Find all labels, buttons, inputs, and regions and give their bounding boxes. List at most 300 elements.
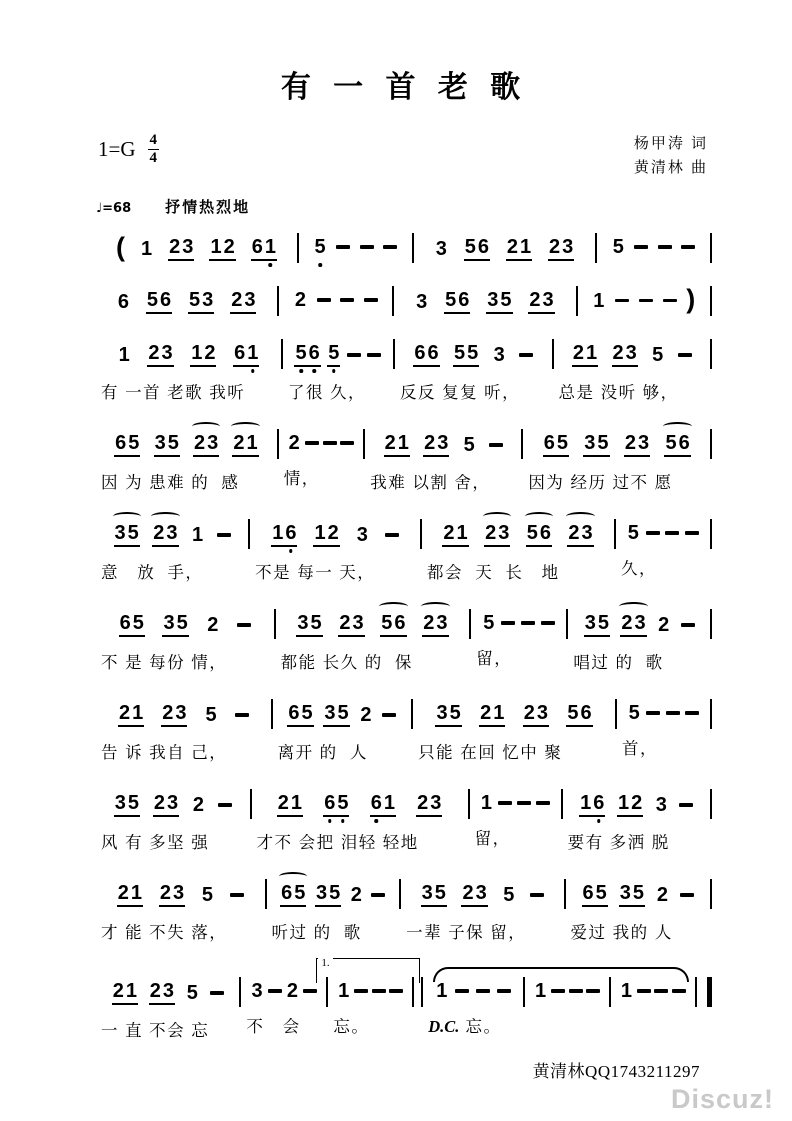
- duration-dash: [323, 441, 337, 445]
- lyric-text: 不 会: [246, 1018, 301, 1036]
- measure: [568, 599, 710, 673]
- duration-dash: [615, 299, 629, 303]
- notes-row: [282, 419, 360, 464]
- duration-dash: [305, 441, 319, 445]
- lyric-text: 要有 多洒 脱: [567, 834, 670, 852]
- lyric-text: 只能 在回 忆中 聚: [418, 744, 563, 762]
- duration-dash: [235, 713, 249, 717]
- duration-dash: [569, 989, 583, 993]
- note-token: 5 6: [664, 433, 690, 457]
- note-token: 2: [288, 432, 300, 454]
- note-token: 2 1: [572, 343, 598, 367]
- measure: [566, 869, 710, 943]
- tempo-mark: ♩=68: [96, 201, 132, 216]
- duration-dash: [317, 298, 331, 302]
- duration-dash: [530, 893, 544, 897]
- note-token: 6 5: [543, 433, 569, 457]
- lyric-text: 久，: [620, 560, 657, 578]
- note-token: 5: [186, 982, 198, 1004]
- notes-row: [368, 419, 518, 468]
- music-system: [96, 509, 712, 583]
- note-token: 3 5: [584, 613, 610, 637]
- duration-dash: [666, 711, 680, 715]
- barline: [710, 789, 712, 819]
- notes-row: [99, 869, 262, 918]
- duration-dash: [497, 989, 511, 993]
- barline: [710, 233, 712, 263]
- note-token: 1: [535, 980, 547, 1002]
- lyric-text: [614, 1013, 692, 1036]
- note-token: 2 3: [338, 613, 364, 637]
- note-token: 5: [463, 434, 475, 456]
- measure: [241, 967, 326, 1041]
- note-token: 5: [327, 343, 340, 367]
- barline: [710, 339, 712, 369]
- note-token: 5: [205, 704, 217, 726]
- composer-credit: 黄清林 曲: [633, 159, 708, 176]
- key-signature: [98, 132, 159, 166]
- note-token: 3 5: [114, 793, 140, 817]
- note-token: 3 5: [619, 883, 645, 907]
- measure: [597, 223, 710, 272]
- notes-row: [619, 509, 707, 554]
- notes-row: [286, 329, 390, 378]
- time-signature: [148, 132, 160, 166]
- notes-row: [426, 967, 520, 1012]
- notes-row: [255, 779, 465, 828]
- barline: [710, 429, 712, 459]
- lyric-text: 风 有 多坚 强: [101, 834, 210, 852]
- note-token: 1: [118, 344, 130, 366]
- note-token: 5 6: [380, 613, 406, 637]
- note-token: 2 3: [423, 433, 449, 457]
- note-token: 2 3: [620, 613, 646, 637]
- duration-dash: [385, 533, 399, 537]
- meter-denominator: 4: [149, 149, 158, 166]
- note-token: 5: [627, 522, 639, 544]
- lyric-text: 留，: [474, 830, 511, 848]
- note-token: 6 5: [280, 883, 306, 907]
- note-token: 2 3: [230, 290, 256, 314]
- duration-dash: [646, 711, 660, 715]
- measure: [401, 869, 563, 943]
- duration-dash: [521, 621, 535, 625]
- duration-dash: [367, 353, 381, 357]
- barline: [695, 977, 712, 1007]
- lyric-text: 情，: [283, 470, 320, 488]
- duration-dash: [336, 245, 350, 249]
- note-token: 2 1: [479, 703, 505, 727]
- notes-row: [279, 599, 467, 648]
- lyric-text: 不 是 每份 情，: [101, 654, 228, 672]
- duration-dash: [383, 245, 397, 249]
- duration-dash: [541, 621, 555, 625]
- duration-dash: [679, 803, 693, 807]
- duration-dash: [551, 989, 565, 993]
- measure: [523, 419, 710, 493]
- discuz-watermark: Discuz!: [670, 1084, 774, 1114]
- lyric-text: 因为 经历 过不 愿: [528, 474, 673, 492]
- measure: [395, 329, 552, 403]
- notes-row: [404, 869, 560, 918]
- notes-row: [99, 509, 245, 558]
- note-token: 3: [356, 524, 368, 546]
- note-token: 6 1: [233, 343, 259, 367]
- duration-dash: [389, 989, 403, 993]
- measure: [578, 276, 710, 325]
- note-token: 2: [192, 794, 204, 816]
- duration-dash: [536, 801, 550, 805]
- note-token: 1: [192, 524, 204, 546]
- measure: [96, 419, 277, 493]
- note-token: 2 3: [416, 793, 442, 817]
- note-token: 5 6: [146, 290, 172, 314]
- measure: [96, 276, 277, 325]
- note-token: 3 5: [154, 433, 180, 457]
- intro-paren: ): [686, 284, 696, 314]
- note-token: 6: [117, 291, 130, 313]
- note-token: 3 5: [486, 290, 512, 314]
- lyric-text: 了很 久，: [287, 384, 367, 402]
- duration-dash: [354, 989, 368, 993]
- measure: [299, 223, 412, 272]
- note-token: 2: [294, 289, 307, 311]
- duration-dash: [637, 989, 651, 993]
- note-token: 2 3: [484, 523, 510, 547]
- key-label: 1=G: [98, 136, 136, 161]
- note-token: 6 5: [287, 703, 313, 727]
- note-token: 2 3: [147, 343, 173, 367]
- music-system: [96, 869, 712, 943]
- note-token: 3 5: [162, 613, 188, 637]
- notes-row: [566, 779, 707, 828]
- measure: [96, 689, 271, 763]
- lyric-text: 爱过 我的 人: [570, 924, 673, 942]
- note-token: 1 2: [209, 237, 235, 261]
- duration-dash: [347, 353, 361, 357]
- measure: [96, 967, 239, 1041]
- lyric-text: 一 直 不会 忘: [101, 1022, 210, 1040]
- lyric-text: 都能 长久 的 保: [280, 654, 413, 672]
- note-token: 3 5: [296, 613, 322, 637]
- note-token: 2 3: [153, 793, 179, 817]
- music-system: [96, 689, 712, 763]
- measure: [321, 957, 412, 1041]
- notes-row: [244, 967, 323, 1012]
- notes-row: [416, 689, 612, 738]
- duration-dash: [230, 893, 244, 897]
- note-token: 5 6: [566, 703, 592, 727]
- measure: [96, 599, 274, 673]
- duration-dash: [639, 299, 653, 303]
- note-token: 3: [493, 344, 505, 366]
- dc-mark: D.C.: [428, 1017, 460, 1036]
- notes-row: [526, 419, 707, 468]
- duration-dash: [340, 441, 354, 445]
- note-token: 1: [338, 980, 350, 1002]
- intro-paren: (: [116, 232, 126, 263]
- note-token: 3 5: [583, 433, 609, 457]
- note-token: 2 3: [612, 343, 638, 367]
- note-token: 1 2: [617, 793, 643, 817]
- lyricist-credit: 杨甲涛 词: [633, 135, 708, 152]
- note-token: 1 6: [271, 523, 297, 547]
- duration-dash: [360, 245, 374, 249]
- music-system: [96, 599, 712, 673]
- measure: [96, 223, 297, 272]
- measure: [279, 276, 392, 325]
- notes-row: [571, 599, 707, 648]
- barline: [412, 977, 423, 1007]
- notes-row: [398, 329, 549, 378]
- duration-dash: [501, 621, 515, 625]
- notes-row: [270, 869, 397, 918]
- score: [96, 223, 712, 1041]
- duration-dash: [517, 801, 531, 805]
- lyric-text: 我难 以割 舍，: [370, 474, 491, 492]
- note-token: 3: [251, 980, 263, 1002]
- note-token: 5 6: [444, 290, 470, 314]
- note-token: 2 1: [506, 237, 532, 261]
- note-token: 1 6: [579, 793, 605, 817]
- notes-row: [99, 599, 271, 648]
- note-token: 2 3: [422, 613, 448, 637]
- note-token: 2: [658, 614, 670, 636]
- measure: [279, 419, 363, 493]
- notes-row: [302, 223, 409, 268]
- note-token: 2 3: [149, 981, 175, 1005]
- tempo-row: [96, 196, 712, 217]
- duration-dash: [680, 893, 694, 897]
- measure: [525, 967, 609, 1041]
- song-title: 有 一 首 老 歌: [280, 71, 528, 104]
- duration-dash: [685, 531, 699, 535]
- lyric-text: 告 诉 我自 己，: [101, 744, 228, 762]
- notes-row: [473, 779, 558, 824]
- note-token: 2: [286, 980, 299, 1002]
- note-token: 3 5: [315, 883, 341, 907]
- note-token: 6 1: [251, 237, 277, 261]
- notes-row: [253, 509, 417, 558]
- note-token: 6 6: [413, 343, 439, 367]
- volta-label: 1.: [318, 957, 332, 970]
- notes-row: [331, 967, 409, 1012]
- note-token: 1 2: [190, 343, 216, 367]
- lyric-text: 离开 的 人: [277, 744, 368, 762]
- measure: [471, 599, 566, 673]
- note-token: 5: [503, 884, 515, 906]
- lyric-text: 反反 复复 听，: [400, 384, 521, 402]
- duration-dash: [382, 713, 396, 717]
- credits-block: [634, 132, 712, 180]
- title-bar: [96, 0, 712, 106]
- duration-dash: [685, 711, 699, 715]
- note-token: 1: [480, 792, 492, 814]
- measure: [267, 869, 400, 943]
- note-token: 5 6: [294, 343, 320, 367]
- note-token: 3: [416, 291, 428, 313]
- lyric-text: [528, 1013, 606, 1036]
- note-token: 2: [350, 884, 362, 906]
- notes-row: [276, 689, 409, 738]
- duration-dash: [634, 245, 648, 249]
- notes-row: [425, 509, 611, 558]
- note-token: 2 3: [159, 883, 185, 907]
- notes-row: [569, 869, 707, 918]
- measure: [563, 779, 710, 853]
- measure: [96, 509, 248, 583]
- measure: [470, 779, 561, 853]
- barline: [710, 879, 712, 909]
- measure: [611, 967, 695, 1041]
- note-token: 2 1: [277, 793, 303, 817]
- lyric-text: 都会 天 长 地: [427, 564, 560, 582]
- note-token: 5 5: [453, 343, 479, 367]
- note-token: 2: [360, 704, 372, 726]
- duration-dash: [372, 989, 386, 993]
- measure: [617, 689, 710, 763]
- note-token: 3 5: [114, 523, 140, 547]
- measure: [554, 329, 711, 403]
- duration-dash: [658, 245, 672, 249]
- duration-dash: [663, 299, 677, 303]
- music-system: [96, 223, 712, 272]
- measure: [96, 869, 265, 943]
- notes-row: [99, 276, 274, 325]
- lyric-text: 唱过 的 歌: [573, 654, 664, 672]
- note-token: 5: [314, 236, 326, 258]
- music-system: [96, 329, 712, 403]
- lyric-text: 不是 每一 天，: [255, 564, 376, 582]
- notes-row: [557, 329, 708, 378]
- note-token: 2: [207, 614, 219, 636]
- note-token: 1 2: [313, 523, 339, 547]
- notes-row: [620, 689, 707, 734]
- notes-row: [581, 276, 707, 322]
- duration-dash: [654, 989, 668, 993]
- lyric-text: D.C. 忘。: [428, 1017, 502, 1036]
- notes-row: [99, 689, 268, 738]
- duration-dash: [672, 989, 686, 993]
- lyric-text: 意 放 手，: [101, 564, 204, 582]
- note-token: 6 1: [370, 793, 396, 817]
- note-token: 1: [593, 289, 605, 312]
- duration-dash: [371, 893, 385, 897]
- lyric-text: 有 一首 老歌 我听: [101, 384, 246, 402]
- measure: [423, 967, 523, 1041]
- measure: [365, 419, 521, 493]
- duration-dash: [455, 989, 469, 993]
- lyric-text: 一辈 子保 留，: [406, 924, 527, 942]
- expression-label: 抒情热烈地: [165, 199, 251, 216]
- music-system: [96, 779, 712, 853]
- measure: [422, 509, 614, 583]
- note-token: 3: [655, 794, 667, 816]
- meter-numerator: 4: [149, 132, 158, 148]
- measure: [276, 599, 470, 673]
- note-token: 5: [612, 236, 624, 258]
- notes-row: [528, 967, 606, 1012]
- footer-contact: 黄清林QQ1743211297: [532, 1062, 700, 1081]
- note-token: 2 3: [161, 703, 187, 727]
- music-system: [96, 276, 712, 325]
- note-token: 2 3: [523, 703, 549, 727]
- music-system: [96, 957, 712, 1041]
- duration-dash: [268, 989, 282, 993]
- note-token: 6 5: [323, 793, 349, 817]
- duration-dash: [217, 533, 231, 537]
- notes-row: [282, 276, 389, 321]
- note-token: 2 1: [384, 433, 410, 457]
- note-token: 5: [628, 702, 640, 724]
- duration-dash: [498, 801, 512, 805]
- note-token: 2 3: [193, 433, 219, 457]
- lyric-text: 才 能 不失 落，: [101, 924, 228, 942]
- duration-dash: [489, 443, 503, 447]
- lyric-text: 留，: [476, 650, 513, 668]
- note-token: 3 5: [435, 703, 461, 727]
- lyric-text: 首，: [621, 740, 658, 758]
- duration-dash: [681, 245, 695, 249]
- notes-row: [99, 779, 247, 828]
- duration-dash: [476, 989, 490, 993]
- notes-row: [614, 967, 692, 1012]
- notes-row: [397, 276, 572, 325]
- measure: [616, 509, 710, 583]
- notes-row: [600, 223, 707, 268]
- lyric-text: 听过 的 歌: [271, 924, 362, 942]
- duration-dash: [519, 353, 533, 357]
- duration-dash: [364, 298, 378, 302]
- measure: [96, 329, 281, 403]
- note-token: 3: [435, 238, 447, 260]
- note-token: 6 5: [114, 433, 140, 457]
- barline: [710, 699, 712, 729]
- measure: [394, 276, 575, 325]
- duration-dash: [237, 623, 251, 627]
- notes-row: [99, 967, 236, 1016]
- music-system: [96, 419, 712, 493]
- note-token: 6 5: [582, 883, 608, 907]
- lyric-text: 总是 没听 够，: [558, 384, 679, 402]
- notes-row: [99, 419, 274, 468]
- lyric-text: 才不 会把 泪轻 轻地: [256, 834, 419, 852]
- note-token: 3 5: [421, 883, 447, 907]
- note-token: 2 3: [624, 433, 650, 457]
- note-token: 2 1: [112, 981, 138, 1005]
- duration-dash: [586, 989, 600, 993]
- note-token: 2 3: [548, 237, 574, 261]
- note-token: 5 6: [526, 523, 552, 547]
- note-token: 2 3: [567, 523, 593, 547]
- measure: [250, 509, 420, 583]
- note-token: 6 5: [119, 613, 145, 637]
- note-token: 2 3: [528, 290, 554, 314]
- notes-row: [99, 329, 278, 378]
- note-token: 2 1: [442, 523, 468, 547]
- measure: [96, 779, 250, 853]
- barline: [710, 519, 712, 549]
- lyric-text: 忘。: [333, 1018, 370, 1036]
- note-token: 2 1: [117, 883, 143, 907]
- barline: [710, 609, 712, 639]
- measure: [413, 689, 615, 763]
- duration-dash: [681, 623, 695, 627]
- note-token: 2 3: [461, 883, 487, 907]
- lyric-text: 因 为 患难 的 感: [101, 474, 240, 492]
- note-token: 1: [620, 980, 632, 1002]
- duration-dash: [646, 531, 660, 535]
